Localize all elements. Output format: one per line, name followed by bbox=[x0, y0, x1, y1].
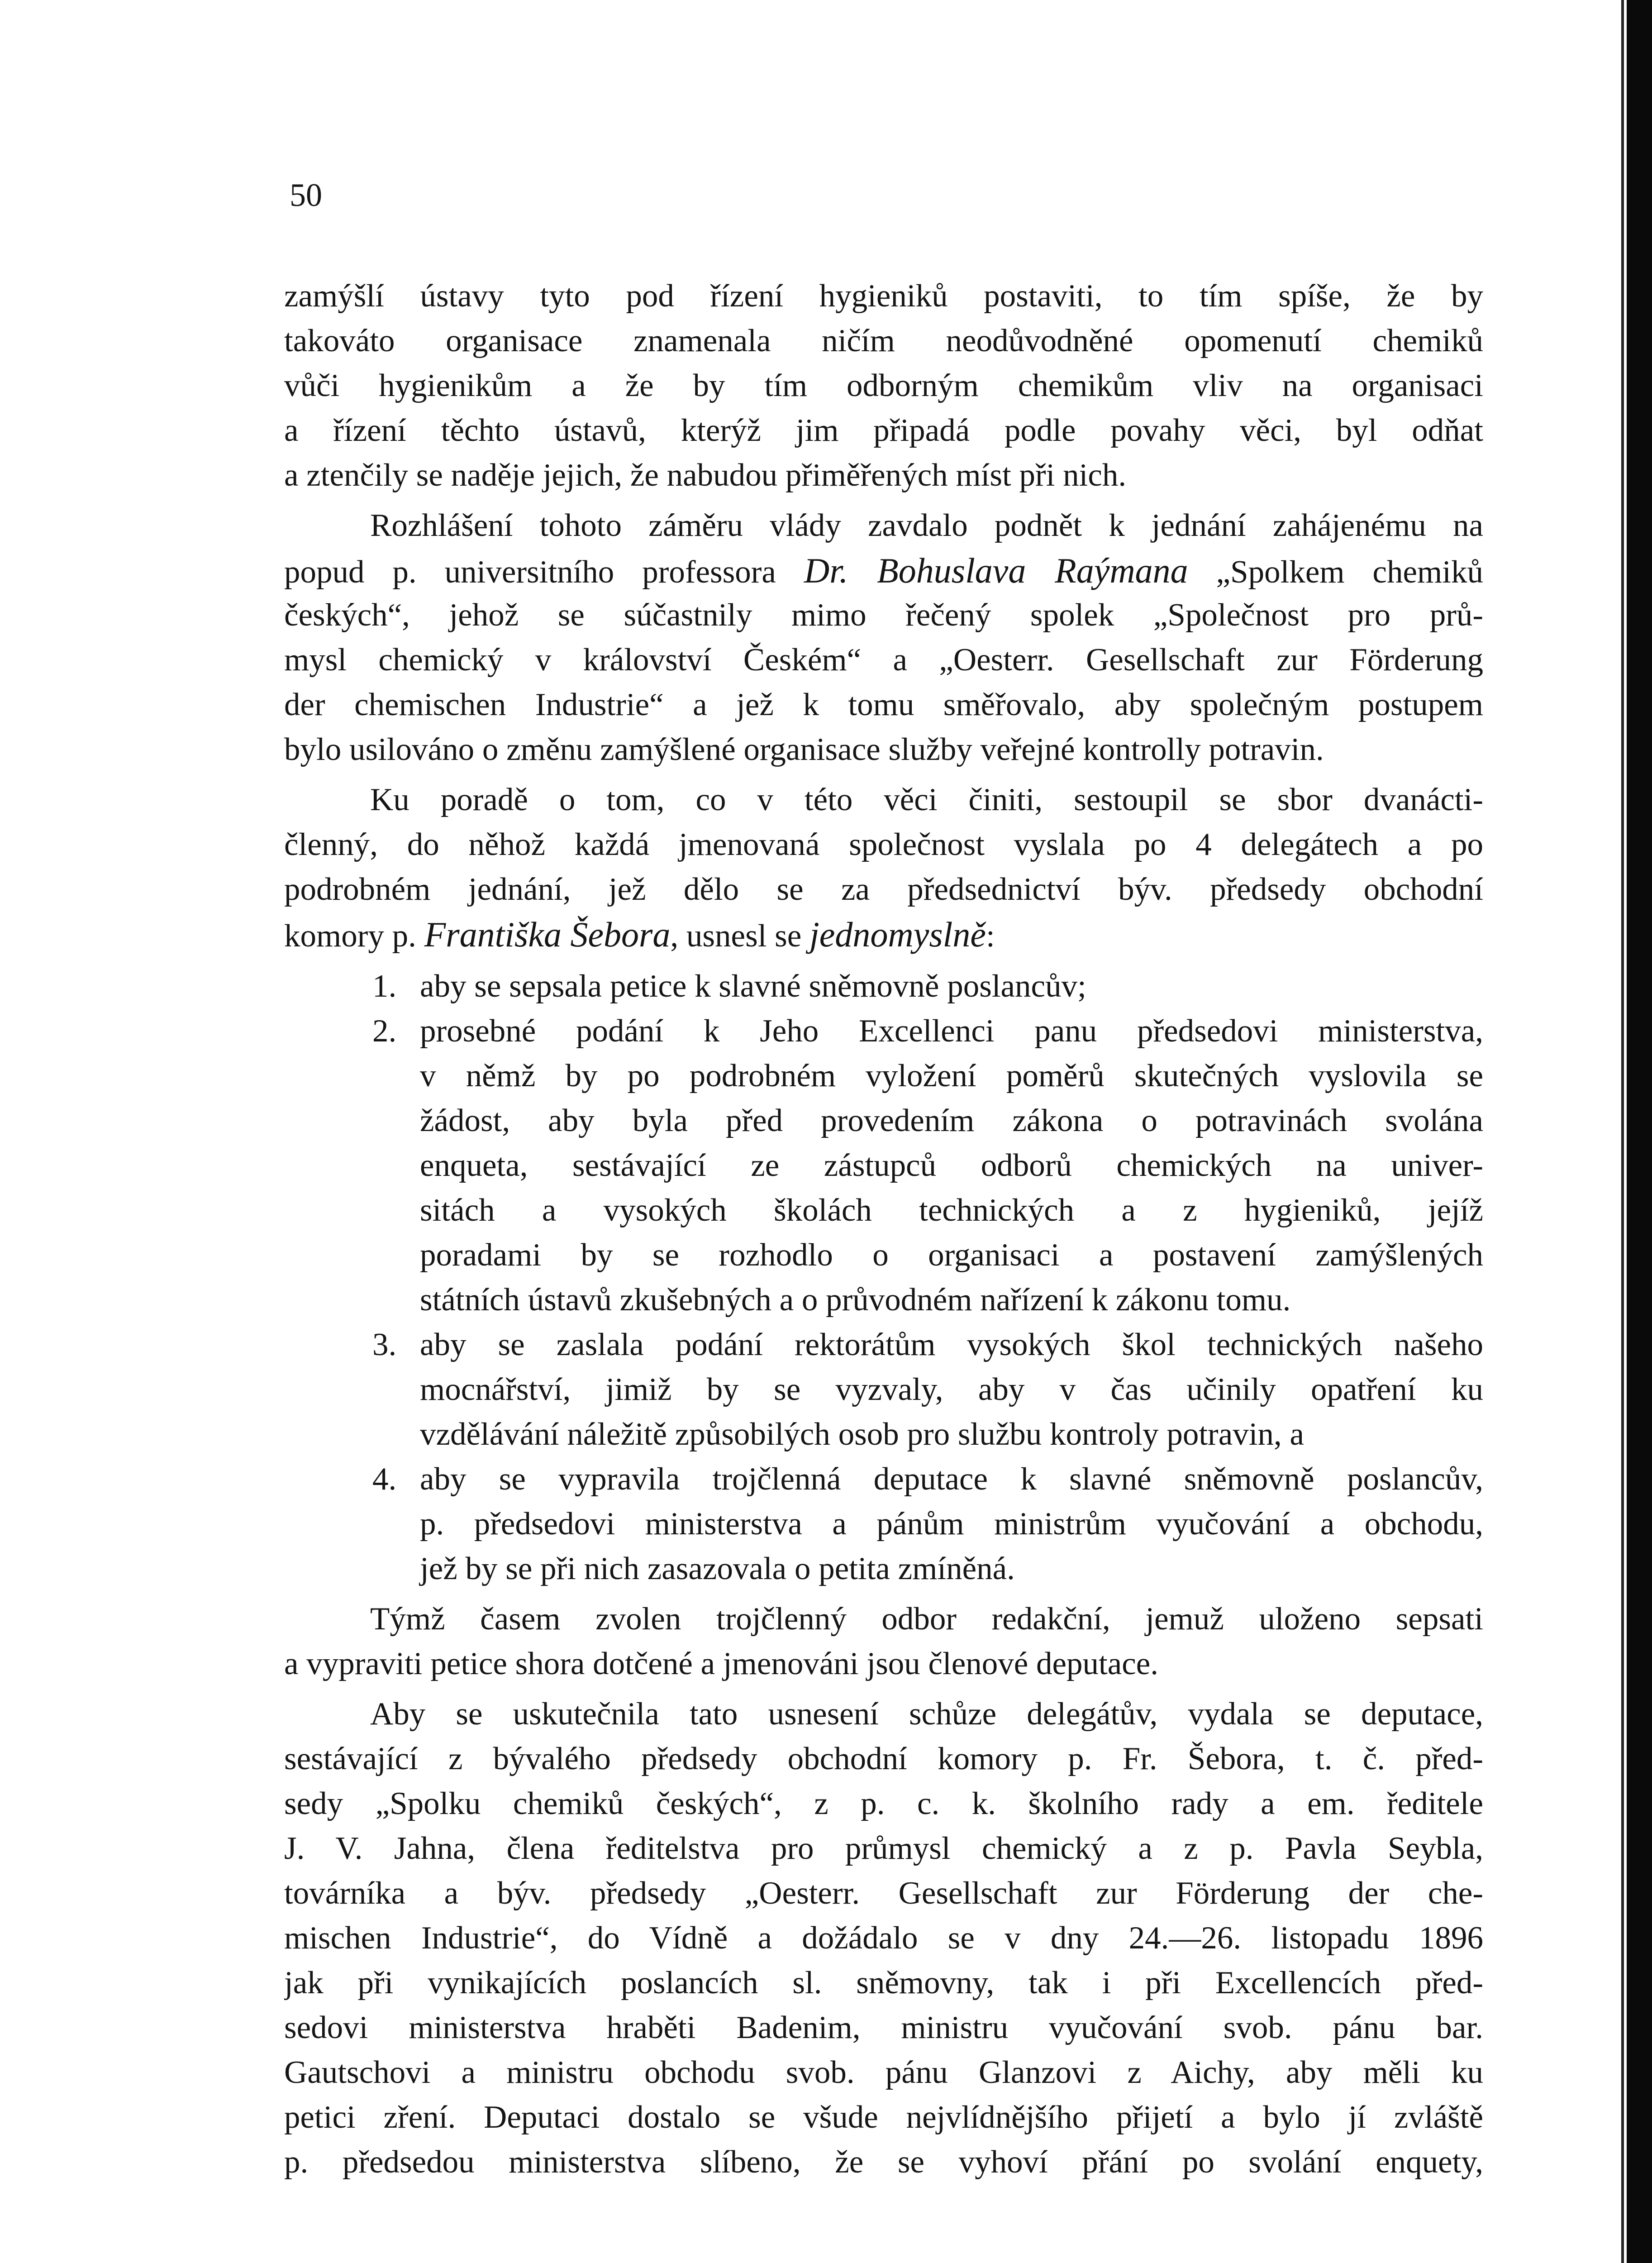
text-line: poradami by se rozhodlo o organisaci a postavení zamýšlených bbox=[420, 1237, 1483, 1273]
text-line: J. V. Jahna, člena ředitelstva pro průmysl chemický a z p. Pavla Seybla, bbox=[284, 1831, 1483, 1866]
page-body bbox=[284, 274, 1483, 2190]
text-run: komory p. bbox=[284, 918, 424, 954]
text-line: státních ústavů zkušebných a o průvodném nařízení k zákonu tomu. bbox=[420, 1282, 1291, 1318]
list-number: 3. bbox=[372, 1327, 397, 1362]
list-number: 2. bbox=[372, 1013, 397, 1049]
text-line: jak při vynikajících poslancích sl. sněmovny, tak i při Excellencích před- bbox=[284, 1965, 1483, 2000]
text-line: jež by se při nich zasazovala o petita zmíněná. bbox=[420, 1551, 1015, 1586]
text-line: mischen Industrie“, do Vídně a dožádalo se v dny 24.—26. listopadu 1896 bbox=[284, 1920, 1483, 1956]
text-line: a vypraviti petice shora dotčené a jmenováni jsou členové deputace. bbox=[284, 1646, 1159, 1681]
paragraph-1 bbox=[284, 274, 1483, 498]
text-line bbox=[284, 548, 1483, 593]
paragraph-3 bbox=[284, 778, 1483, 959]
text-line: členný, do něhož každá jmenovaná společnost vyslala po 4 delegátech a po bbox=[284, 827, 1483, 862]
paragraph-2 bbox=[284, 503, 1483, 772]
text-line bbox=[284, 912, 1483, 959]
text-line: zamýšlí ústavy tyto pod řízení hygieniků postaviti, to tím spíše, že by bbox=[284, 278, 1483, 314]
text-line: mysl chemický v království Českém“ a „Oesterr. Gesellschaft zur Förderung bbox=[284, 642, 1483, 678]
scan-border bbox=[1627, 0, 1652, 2263]
list-item bbox=[284, 964, 1483, 1009]
text-line: a ztenčily se naděje jejich, že nabudou přiměřených míst při nich. bbox=[284, 458, 1127, 493]
text-line: bylo usilováno o změnu zamýšlené organisace služby veřejné kontrolly potravin. bbox=[284, 732, 1324, 767]
text-run: : bbox=[985, 918, 995, 954]
resolution-list bbox=[284, 964, 1483, 1591]
text-line: Aby se uskutečnila tato usnesení schůze delegátův, vydala se deputace, bbox=[370, 1696, 1483, 1732]
text-line: žádost, aby byla před provedením zákona o potravinách svolána bbox=[420, 1103, 1483, 1138]
text-line: p. předsedou ministerstva slíbeno, že se vyhoví přání po svolání enquety, bbox=[284, 2144, 1483, 2180]
list-item bbox=[284, 1322, 1483, 1457]
text-line: českých“, jehož se súčastnily mimo řečený spolek „Společnost pro prů- bbox=[284, 597, 1483, 633]
text-line: petici zření. Deputaci dostalo se všude nejvlídnějšího přijetí a bylo jí zvláště bbox=[284, 2100, 1483, 2135]
text-line: aby se sepsala petice k slavné sněmovně poslancův; bbox=[420, 969, 1086, 1004]
text-line: sitách a vysokých školách technických a z hygieniků, jejíž bbox=[420, 1193, 1483, 1228]
emphasis-word: jednomyslně bbox=[809, 915, 986, 954]
text-line: vzdělávání náležitě způsobilých osob pro službu kontroly potravin, a bbox=[420, 1417, 1304, 1452]
text-line: Rozhlášení tohoto záměru vlády zavdalo podnět k jednání zahájenému na bbox=[370, 508, 1483, 543]
list-number: 1. bbox=[372, 969, 397, 1004]
text-line: v němž by po podrobném vyložení poměrů skutečných vyslovila se bbox=[420, 1058, 1483, 1093]
scan-edge-shadow bbox=[1621, 0, 1624, 2263]
paragraph-5 bbox=[284, 1692, 1483, 2185]
text-line: mocnářství, jimiž by se vyzvaly, aby v čas učinily opatření ku bbox=[420, 1372, 1483, 1407]
text-line: Gautschovi a ministru obchodu svob. pánu Glanzovi z Aichy, aby měli ku bbox=[284, 2055, 1483, 2090]
text-line: Ku poradě o tom, co v této věci činiti, sestoupil se sbor dvanácti- bbox=[370, 782, 1483, 817]
text-run: , usnesl se bbox=[670, 918, 810, 954]
paragraph-4 bbox=[284, 1597, 1483, 1686]
author-name: Dr. Bohuslava Raýmana bbox=[804, 551, 1188, 590]
list-item bbox=[284, 1457, 1483, 1591]
page-number: 50 bbox=[290, 177, 322, 213]
text-line: sestávající z bývalého předsedy obchodní komory p. Fr. Šebora, t. č. před- bbox=[284, 1741, 1483, 1776]
text-line: sedy „Spolku chemiků českých“, z p. c. k. školního rady a em. ředitele bbox=[284, 1786, 1483, 1821]
list-item bbox=[284, 1009, 1483, 1322]
person-name: Františka Šebora bbox=[424, 915, 671, 954]
text-line: prosebné podání k Jeho Excellenci panu předsedovi ministerstva, bbox=[420, 1013, 1483, 1049]
text-line: a řízení těchto ústavů, kterýž jim připadá podle povahy věci, byl odňat bbox=[284, 413, 1483, 448]
list-number: 4. bbox=[372, 1461, 397, 1497]
text-line: aby se zaslala podání rektorátům vysokých škol technických našeho bbox=[420, 1327, 1483, 1362]
text-line: takováto organisace znamenala ničím neodůvodněné opomenutí chemiků bbox=[284, 323, 1483, 358]
text-line: podrobném jednání, jež dělo se za předsednictví býv. předsedy obchodní bbox=[284, 872, 1483, 907]
text-line: Týmž časem zvolen trojčlenný odbor redakční, jemuž uloženo sepsati bbox=[370, 1601, 1483, 1637]
text-line: sedovi ministerstva hraběti Badenim, ministru vyučování svob. pánu bar. bbox=[284, 2010, 1483, 2045]
text-line: enqueta, sestávající ze zástupců odborů chemických na univer- bbox=[420, 1148, 1483, 1183]
text-run: popud p. universitního professora bbox=[284, 554, 804, 590]
text-line: p. předsedovi ministerstva a pánům ministrům vyučování a obchodu, bbox=[420, 1506, 1483, 1542]
text-line: továrníka a býv. předsedy „Oesterr. Gesellschaft zur Förderung der che- bbox=[284, 1876, 1483, 1911]
text-line: vůči hygienikům a že by tím odborným chemikům vliv na organisaci bbox=[284, 368, 1483, 403]
text-run: „Spolkem chemiků bbox=[1188, 554, 1483, 590]
text-line: aby se vypravila trojčlenná deputace k slavné sněmovně poslancův, bbox=[420, 1461, 1483, 1497]
text-line: der chemischen Industrie“ a jež k tomu směřovalo, aby společným postupem bbox=[284, 687, 1483, 722]
